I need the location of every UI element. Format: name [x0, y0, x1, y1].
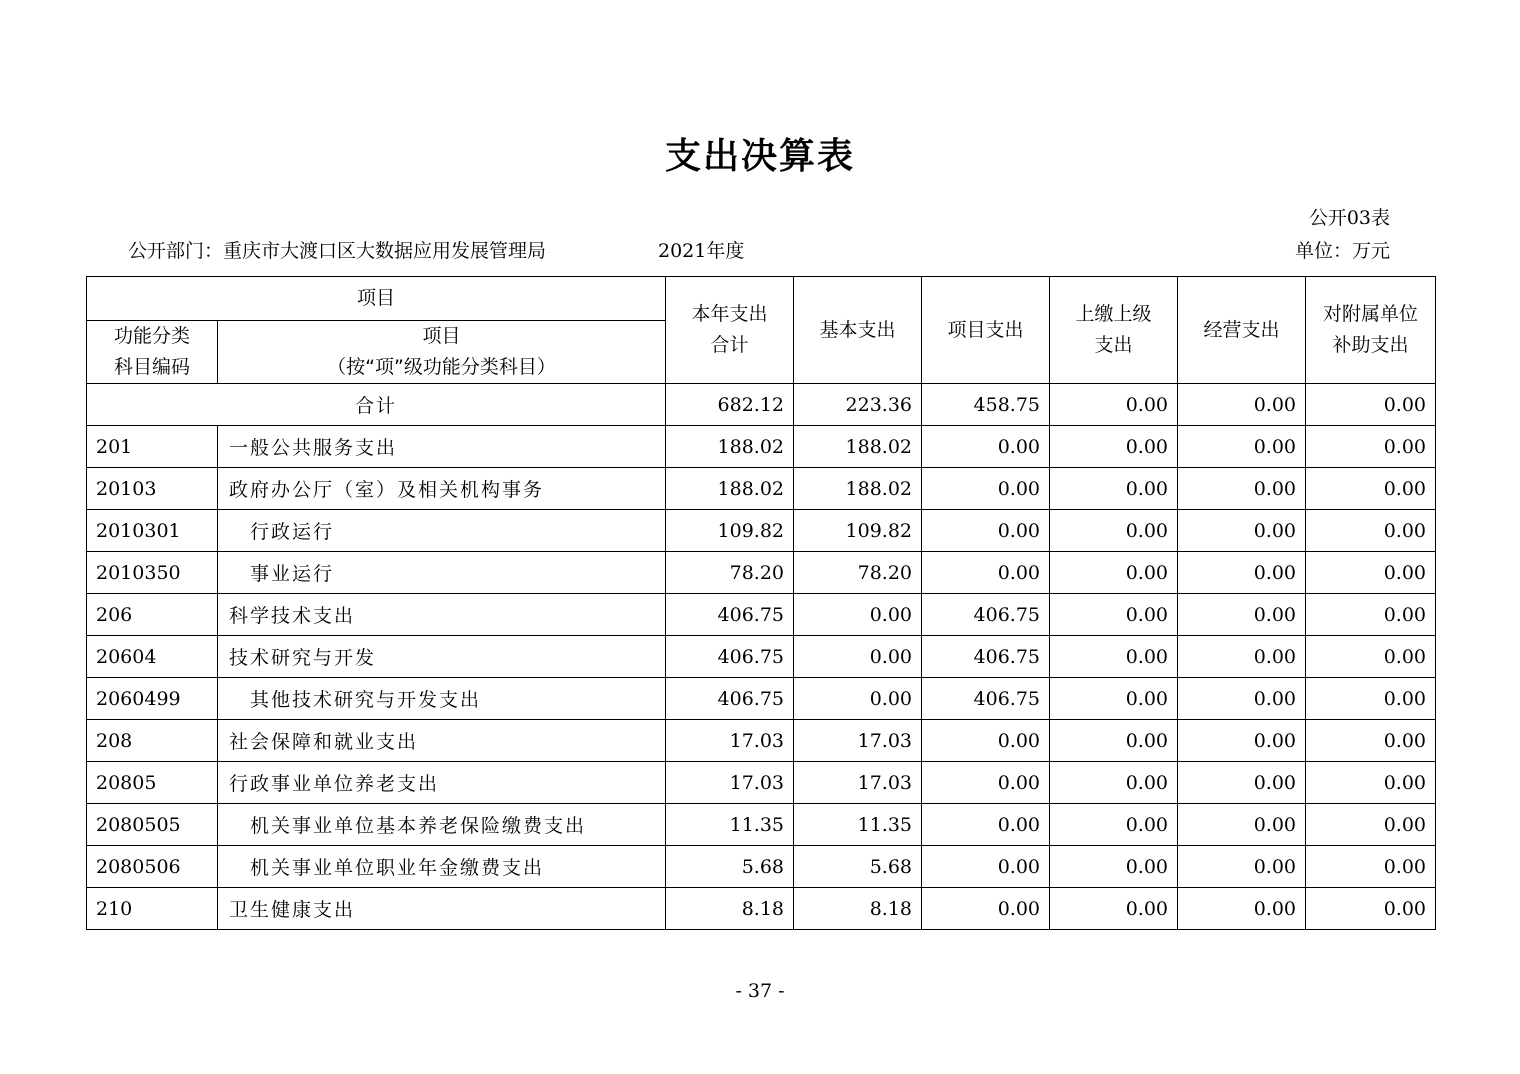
row-code: 20604 [87, 636, 218, 678]
row-basic: 109.82 [794, 510, 922, 552]
header-upper-remittance-line1: 上缴上级 [1075, 303, 1152, 325]
row-subsidy: 0.00 [1306, 636, 1436, 678]
row-project: 0.00 [922, 846, 1050, 888]
row-basic: 188.02 [794, 468, 922, 510]
form-number: 公开03表 [1308, 207, 1390, 229]
table-row [87, 846, 1436, 888]
row-project: 0.00 [922, 762, 1050, 804]
row-business: 0.00 [1178, 678, 1306, 720]
header-upper-remittance [1050, 277, 1178, 384]
row-code: 2010350 [87, 552, 218, 594]
row-basic: 11.35 [794, 804, 922, 846]
table-row [87, 720, 1436, 762]
total-project: 458.75 [922, 384, 1050, 426]
row-name: 事业运行 [218, 552, 666, 594]
row-basic: 78.20 [794, 552, 922, 594]
department-label: 公开部门：重庆市大渡口区大数据应用发展管理局 [128, 240, 547, 262]
row-name: 科学技术支出 [218, 594, 666, 636]
row-subsidy: 0.00 [1306, 762, 1436, 804]
row-subsidy: 0.00 [1306, 804, 1436, 846]
row-code: 210 [87, 888, 218, 930]
row-business: 0.00 [1178, 426, 1306, 468]
row-name: 机关事业单位基本养老保险缴费支出 [218, 804, 666, 846]
total-upper: 0.00 [1050, 384, 1178, 426]
row-project: 406.75 [922, 678, 1050, 720]
row-business: 0.00 [1178, 552, 1306, 594]
row-upper: 0.00 [1050, 846, 1178, 888]
row-subsidy: 0.00 [1306, 720, 1436, 762]
row-business: 0.00 [1178, 510, 1306, 552]
header-annual-total-line1: 本年支出 [691, 303, 768, 325]
row-business: 0.00 [1178, 762, 1306, 804]
row-basic: 188.02 [794, 426, 922, 468]
table-row [87, 426, 1436, 468]
row-annual-total: 109.82 [666, 510, 794, 552]
row-name: 社会保障和就业支出 [218, 720, 666, 762]
row-upper: 0.00 [1050, 678, 1178, 720]
row-subsidy: 0.00 [1306, 552, 1436, 594]
row-upper: 0.00 [1050, 594, 1178, 636]
row-code: 20103 [87, 468, 218, 510]
total-business: 0.00 [1178, 384, 1306, 426]
row-annual-total: 17.03 [666, 720, 794, 762]
row-code: 206 [87, 594, 218, 636]
row-subsidy: 0.00 [1306, 594, 1436, 636]
row-business: 0.00 [1178, 846, 1306, 888]
row-project: 406.75 [922, 636, 1050, 678]
unit-label: 单位：万元 [1294, 240, 1390, 262]
row-subsidy: 0.00 [1306, 426, 1436, 468]
row-business: 0.00 [1178, 720, 1306, 762]
row-annual-total: 8.18 [666, 888, 794, 930]
row-name: 行政运行 [218, 510, 666, 552]
header-subsidiary-subsidy [1306, 277, 1436, 384]
row-project: 0.00 [922, 888, 1050, 930]
page-number: - 37 - [735, 980, 785, 1002]
row-upper: 0.00 [1050, 804, 1178, 846]
row-name: 技术研究与开发 [218, 636, 666, 678]
row-business: 0.00 [1178, 804, 1306, 846]
row-name: 其他技术研究与开发支出 [218, 678, 666, 720]
header-item-name-line1: 项目 [422, 325, 461, 347]
row-basic: 0.00 [794, 678, 922, 720]
row-upper: 0.00 [1050, 510, 1178, 552]
row-annual-total: 406.75 [666, 636, 794, 678]
row-project: 0.00 [922, 426, 1050, 468]
row-subsidy: 0.00 [1306, 888, 1436, 930]
row-basic: 17.03 [794, 762, 922, 804]
row-code: 20805 [87, 762, 218, 804]
row-subsidy: 0.00 [1306, 678, 1436, 720]
header-business-expenditure: 经营支出 [1178, 277, 1306, 384]
row-code: 208 [87, 720, 218, 762]
row-basic: 8.18 [794, 888, 922, 930]
row-code: 2080505 [87, 804, 218, 846]
row-subsidy: 0.00 [1306, 468, 1436, 510]
header-project-expenditure: 项目支出 [922, 277, 1050, 384]
row-upper: 0.00 [1050, 552, 1178, 594]
row-annual-total: 17.03 [666, 762, 794, 804]
page-title: 支出决算表 [664, 136, 855, 177]
table-body [87, 384, 1436, 930]
row-project: 0.00 [922, 804, 1050, 846]
row-annual-total: 406.75 [666, 594, 794, 636]
row-upper: 0.00 [1050, 636, 1178, 678]
table-row [87, 804, 1436, 846]
row-upper: 0.00 [1050, 426, 1178, 468]
row-code: 201 [87, 426, 218, 468]
header-function-code-line1: 功能分类 [113, 325, 190, 347]
row-project: 0.00 [922, 552, 1050, 594]
row-upper: 0.00 [1050, 720, 1178, 762]
table-row [87, 552, 1436, 594]
row-project: 0.00 [922, 510, 1050, 552]
expenditure-table [86, 276, 1436, 930]
header-function-code-line2: 科目编码 [113, 356, 190, 378]
table-row [87, 594, 1436, 636]
table-row [87, 468, 1436, 510]
row-name: 政府办公厅（室）及相关机构事务 [218, 468, 666, 510]
row-business: 0.00 [1178, 468, 1306, 510]
row-basic: 5.68 [794, 846, 922, 888]
total-label: 合计 [87, 384, 666, 426]
row-name: 行政事业单位养老支出 [218, 762, 666, 804]
row-basic: 0.00 [794, 636, 922, 678]
row-annual-total: 406.75 [666, 678, 794, 720]
row-annual-total: 11.35 [666, 804, 794, 846]
row-code: 2010301 [87, 510, 218, 552]
row-code: 2080506 [87, 846, 218, 888]
header-upper-remittance-line2: 支出 [1094, 334, 1133, 356]
table-row [87, 636, 1436, 678]
row-upper: 0.00 [1050, 468, 1178, 510]
row-basic: 0.00 [794, 594, 922, 636]
header-annual-total [666, 277, 794, 384]
row-project: 0.00 [922, 720, 1050, 762]
row-subsidy: 0.00 [1306, 846, 1436, 888]
header-subsidiary-subsidy-line1: 对附属单位 [1323, 303, 1419, 325]
row-name: 机关事业单位职业年金缴费支出 [218, 846, 666, 888]
total-subsidy: 0.00 [1306, 384, 1436, 426]
header-item-name [218, 321, 666, 384]
table-row [87, 510, 1436, 552]
header-item-name-line2: （按“项”级功能分类科目） [327, 356, 556, 378]
row-upper: 0.00 [1050, 762, 1178, 804]
fiscal-year: 2021年度 [658, 240, 745, 262]
total-row [87, 384, 1436, 426]
row-basic: 17.03 [794, 720, 922, 762]
row-project: 0.00 [922, 468, 1050, 510]
header-basic-expenditure: 基本支出 [794, 277, 922, 384]
row-business: 0.00 [1178, 636, 1306, 678]
row-subsidy: 0.00 [1306, 510, 1436, 552]
row-annual-total: 78.20 [666, 552, 794, 594]
row-project: 406.75 [922, 594, 1050, 636]
header-subsidiary-subsidy-line2: 补助支出 [1332, 334, 1409, 356]
total-annual: 682.12 [666, 384, 794, 426]
table-row [87, 888, 1436, 930]
row-annual-total: 188.02 [666, 468, 794, 510]
table-row [87, 762, 1436, 804]
total-basic: 223.36 [794, 384, 922, 426]
table-row [87, 678, 1436, 720]
row-annual-total: 188.02 [666, 426, 794, 468]
row-name: 卫生健康支出 [218, 888, 666, 930]
header-function-code [87, 321, 218, 384]
header-annual-total-line2: 合计 [710, 334, 749, 356]
row-annual-total: 5.68 [666, 846, 794, 888]
row-upper: 0.00 [1050, 888, 1178, 930]
row-name: 一般公共服务支出 [218, 426, 666, 468]
row-business: 0.00 [1178, 594, 1306, 636]
header-item-group: 项目 [87, 277, 666, 321]
row-business: 0.00 [1178, 888, 1306, 930]
row-code: 2060499 [87, 678, 218, 720]
